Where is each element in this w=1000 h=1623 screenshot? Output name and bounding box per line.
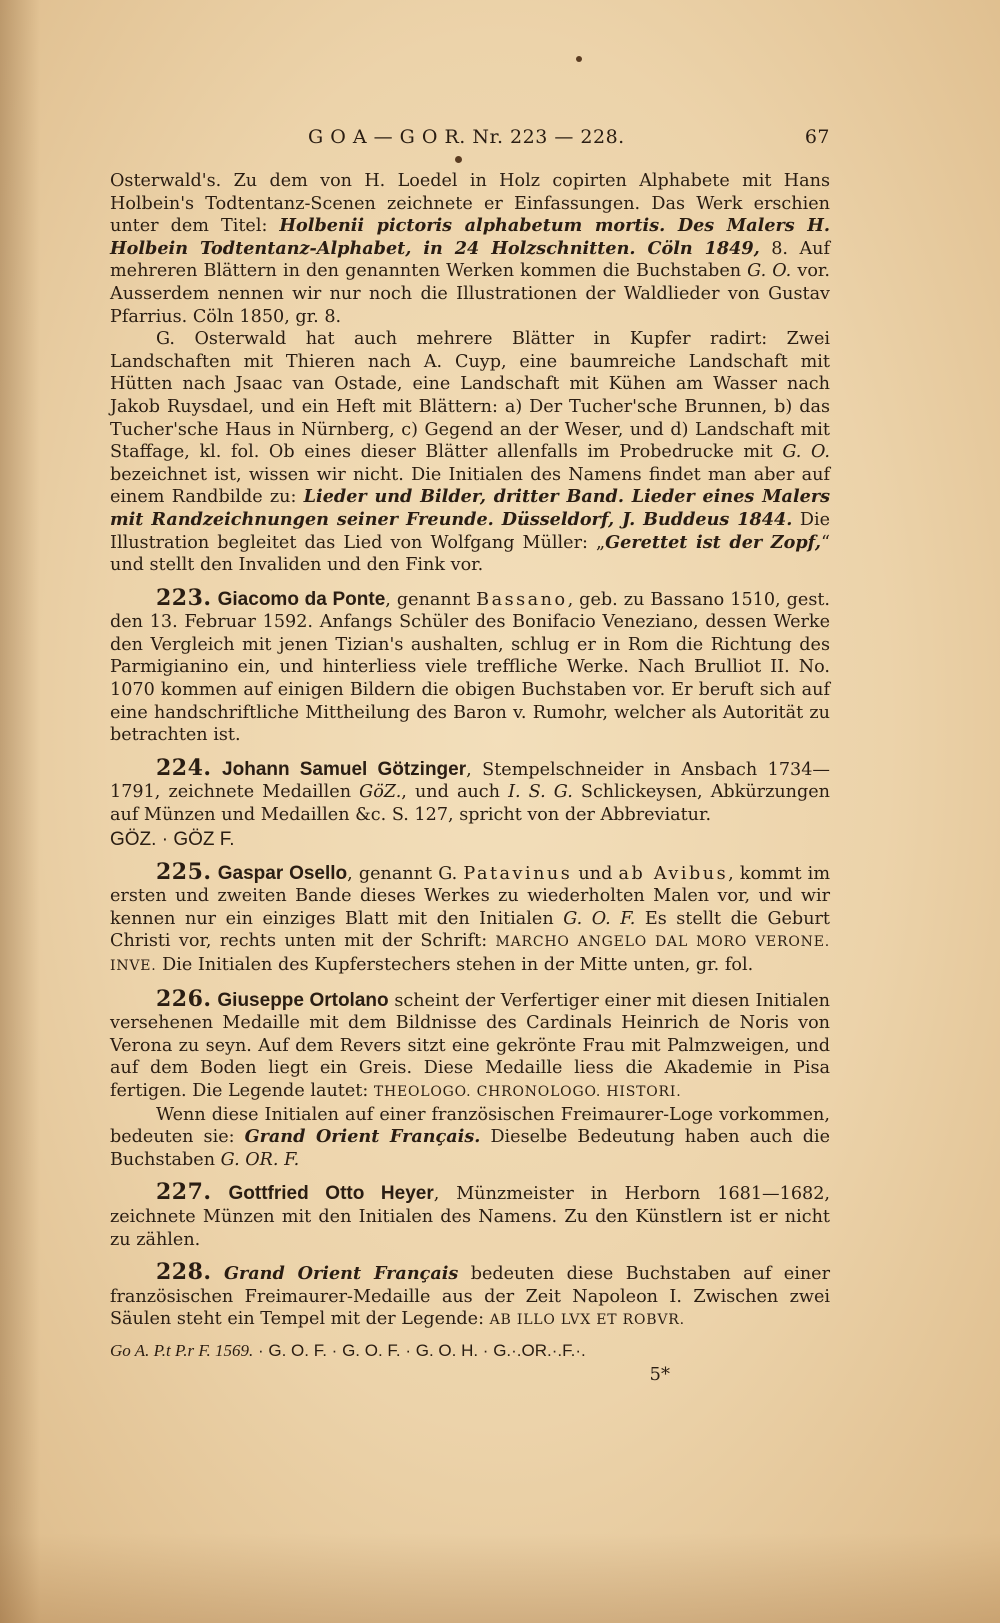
entry-text: , genannt [385, 589, 477, 610]
entry-name: Giuseppe Ortolano [217, 989, 389, 1011]
entry-text: und [572, 863, 619, 884]
entry-number: 227. [156, 1179, 212, 1206]
monogram-list: Go A. P.t P.r F. 1569. · G. O. F. · G. O. F. · G. O. H. · G.·.OR.·.F.·. [110, 1340, 586, 1360]
ink-speck [576, 56, 582, 62]
entry-text: , Stempelschneider in Ansbach 1734—1791, zeichnete Medaillen [110, 759, 831, 803]
entry-heading-line [110, 754, 831, 827]
intro-initials: G. O. [747, 261, 792, 282]
intro-text: Osterwald's. Zu dem von H. Loedel in Holz copirten Alphabete mit Hans Holbein's Todtentanz-Scenen zeichnete er Einfassungen. Das Werk erschien unter dem Titel: [110, 171, 830, 237]
entry-heading-line [110, 584, 831, 747]
intro-quote-italic: Gerettet ist der Zopf, [605, 531, 821, 553]
intro-text: 8. Auf mehreren Blättern in den genannten Werken kommen die Buchstaben [110, 238, 830, 282]
intro-paragraph [110, 170, 830, 328]
entry-text: , und auch [401, 782, 509, 803]
entry-224 [110, 754, 831, 851]
entry-text: Dieselbe Bedeutung haben auch die Buchstaben [110, 1127, 830, 1170]
entry-text: , Münzmeister in Herborn 1681—1682, zeichnete Münzen mit den Initialen des Namens. Zu den Künstlern ist er nicht zu zählen. [110, 1184, 830, 1250]
entry-number: 224. [156, 754, 212, 781]
entry-226 [110, 985, 830, 1172]
entry-spaced-text: ab Avibus [618, 863, 729, 884]
intro-text: G. Osterwald hat auch mehrere Blätter in Kupfer radirt: Zwei Landschaften mit Thieren nach A. Cuyp, eine baumreiche Landschaft mit Hütten nach Jsaac van Ostade, eine Landschaft mit Kühen am Wasser nach Jakob Ruysdael, und ein Heft mit Blättern: a) Der Tucher'sche Brunnen, b) das Tucher'sche Haus in Nürnberg, c) Gegend an der Weser, und d) Landschaft mit Staffage, kl. fol. Ob eines dieser Blätter allenfalls im Probedrucke mit [110, 329, 830, 463]
ink-speck [455, 156, 462, 163]
entry-225 [110, 858, 831, 978]
intro-initials: G. O. [782, 442, 830, 463]
intro-title-italic: Holbenii pictoris alphabetum mortis. Des Malers H. Holbein Todtentanz-Alphabet, in 24 Holzschnitten. Cöln 1849, [110, 215, 830, 259]
entry-paragraph [110, 1104, 830, 1172]
entry-text: scheint der Verfertiger einer mit diesen Initialen versehenen Medaille mit dem Bildnisse des Cardinals Heinrich de Noris von Verona zu seyn. Auf dem Revers sitzt eine gekrönte Frau mit Palmzweigen, und auf dem Boden liegt ein Greis. Diese Medaille liess die Akademie in Pisa fertigen. Die Legende lautet: [110, 990, 830, 1101]
entry-223 [110, 584, 831, 747]
page-edge-shadow [0, 0, 40, 1623]
signature-mark: 5* [649, 1363, 670, 1385]
inscription-text: THEOLOGO. CHRONOLOGO. HISTORI. [373, 1083, 682, 1100]
monogram-line: GÖZ F. [173, 828, 235, 850]
entry-name: Gottfried Otto Heyer [228, 1183, 434, 1205]
monogram-225: G. O. F. [268, 1340, 327, 1360]
entry-text: Wenn diese Initialen auf einer französischen Freimaurer-Loge vorkommen, bedeuten sie: [110, 1104, 830, 1148]
entry-initials: GöZ. [359, 782, 402, 803]
entry-text: Die Initialen des Kupferstechers stehen in der Mitte unten, gr. fol. [156, 955, 754, 975]
entry-number: 225. [156, 858, 212, 885]
monogram-223: Go A. P.t P.r F. 1569. [110, 1340, 254, 1360]
entry-initials: G. OR. F. [220, 1149, 300, 1170]
monogram-227: G. O. H. [415, 1340, 479, 1360]
page-bottom-stain [0, 1533, 1000, 1623]
monogram-226: G. O. F. [342, 1340, 401, 1360]
entry-heading-line [110, 1181, 830, 1251]
entry-name: Grand Orient Français [223, 1263, 459, 1285]
entry-227 [110, 1181, 830, 1251]
entry-228 [110, 1261, 830, 1332]
inscription-text: AB ILLO LVX ET ROBVR. [489, 1312, 685, 1329]
entry-heading-line [110, 1261, 830, 1332]
entry-text: , genannt G. [347, 863, 464, 884]
entry-text: , geb. zu Bassano 1510, gest. den 13. Februar 1592. Anfangs Schüler des Bonifacio Veneziano, dessen Werke den Vergleich mit jenen Tizian's aushalten, schlug er in Rom die Richtung des Parmigianino ein, und hinterliess viele treffliche Werke. Nach Brulliot II. No. 1070 kommen auf einigen Bildern die obigen Buchstaben vor. Er beruft sich auf eine handschriftliche Mittheilung des Baron v. Rumohr, welcher als Autorität zu betrachten ist. [110, 589, 831, 746]
entry-name: Giacomo da Ponte [217, 588, 386, 610]
entry-text: , kommt im ersten und zweiten Bande dieses Werkes zu wiederholten Malen vor, und wir kennen nur ein einziges Blatt mit den Initialen [110, 863, 830, 929]
entry-initials: I. S. G. [508, 782, 573, 803]
running-header [110, 126, 830, 152]
entry-number: 228. [156, 1259, 212, 1286]
entry-text: Es stellt die Geburt Christi vor, rechts unten mit der Schrift: [110, 908, 831, 952]
entry-text: Schlickeysen, Abkürzungen auf Münzen und Medaillen &c. S. 127, spricht von der Abbreviatur. [110, 782, 831, 826]
intro-title-italic: Lieder und Bilder, dritter Band. Lieder eines Malers mit Randzeichnungen seiner Freunde. Düsseldorf, J. Buddeus 1844. [110, 486, 830, 530]
entry-title-italic: Grand Orient Français. [244, 1126, 481, 1148]
entry-spaced-text: Bassano [476, 589, 568, 610]
intro-text: Die Illustration begleitet das Lied von Wolfgang Müller: „ [110, 509, 830, 553]
header-title: G O A — G O R. Nr. 223 — 228. [308, 126, 625, 148]
intro-paragraph [110, 328, 830, 577]
entry-heading-line [110, 985, 830, 1104]
entry-name: Gaspar Osello [217, 862, 348, 884]
inscription-text: MARCHO ANGELO DAL MORO VERONE. INVE. [110, 934, 830, 974]
entry-name: Johann Samuel Götzinger [222, 758, 467, 780]
page-number: 67 [804, 126, 830, 148]
entry-text: bedeuten diese Buchstaben auf einer französischen Freimaurer-Medaille aus der Zeit Napoleon I. Zwischen zwei Säulen steht ein Tempel mit der Legende: [110, 1264, 831, 1330]
entry-heading-line [110, 858, 831, 978]
body-text [110, 170, 830, 1387]
entry-number: 223. [156, 584, 212, 611]
intro-text: bezeichnet ist, wissen wir nicht. Die Initialen des Namens findet man aber auf einem Randbilde zu: [110, 464, 830, 508]
entry-number: 226. [156, 985, 212, 1012]
monogram-line: GÖZ. [110, 828, 157, 850]
entry-initials: G. O. F. [563, 908, 636, 929]
intro-text: vor. Ausserdem nennen wir nur noch die Illustrationen der Waldlieder von Gustav Pfarrius. Cöln 1850, gr. 8. [110, 261, 830, 327]
entry-spaced-text: Patavinus [463, 863, 573, 884]
intro-text: “ und stellt den Invaliden und den Fink vor. [110, 532, 830, 576]
monogram-block: GÖZ. · GÖZ F. [110, 828, 235, 850]
monogram-228: G.·.OR.·.F.·. [493, 1340, 586, 1360]
